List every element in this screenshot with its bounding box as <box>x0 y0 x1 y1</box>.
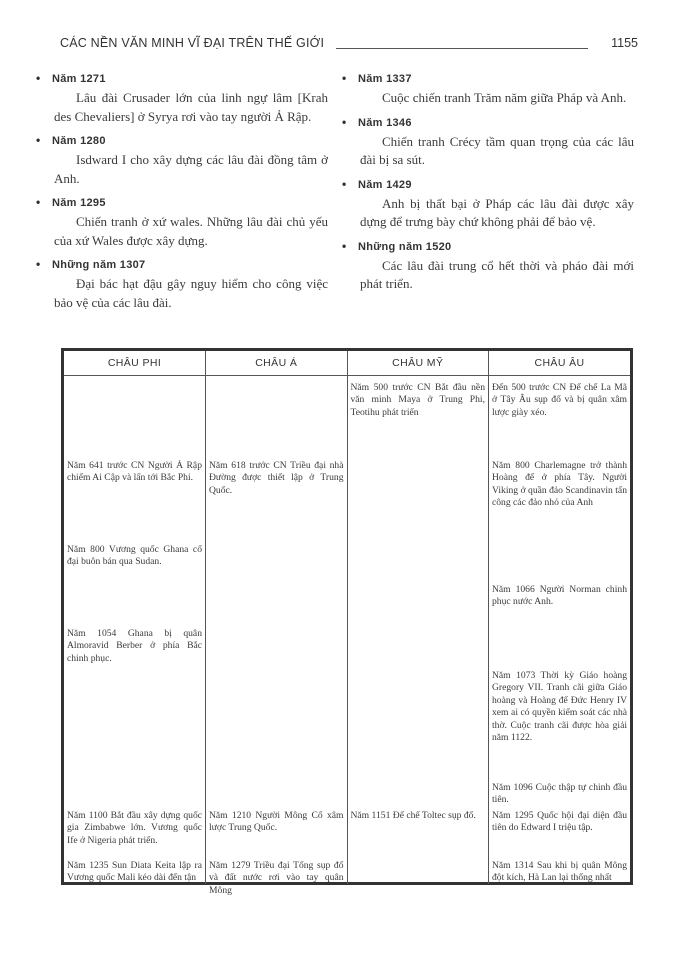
europe-column <box>489 376 631 885</box>
table-body-row <box>64 376 630 885</box>
table-cell: Năm 1295 Quốc hội đại diện đầu tiên do Edward I triệu tập. <box>492 810 627 834</box>
timeline-entry <box>36 132 328 188</box>
table-cell: Năm 1054 Ghana bị quân Almoravid Berber ở phía Bắc chinh phục. <box>67 628 202 664</box>
bullet-icon: • <box>36 133 41 147</box>
table-cell: Năm 500 trước CN Bắt đầu nền văn minh Maya ở Trung Phi, Teotihu phát triển <box>350 382 485 418</box>
page-header <box>60 36 638 54</box>
entry-text: Isdward I cho xây dựng các lâu đài đồng tâm ở Anh. <box>54 152 328 186</box>
entry-year: Năm 1280 <box>52 135 106 147</box>
timeline-entry <box>36 194 328 250</box>
table-cell: Năm 1100 Bắt đầu xây dựng quốc gia Zimbabwe lớn. Vương quốc Ife ở Nigeria phát triển. <box>67 810 202 846</box>
entry-year: Năm 1337 <box>358 73 412 85</box>
entry-text: Chiến tranh ở xứ wales. Những lâu đài chủ yếu của xứ Wales được xây dựng. <box>54 214 328 248</box>
table-cell: Năm 1096 Cuộc thập tự chinh đầu tiên. <box>492 782 627 806</box>
table-cell: Năm 800 Charlemagne trở thành Hoàng đế ở phía Tây. Người Viking ở quần đảo Scandinavin tấn công các đảo nhỏ của Anh <box>492 460 627 509</box>
table-cell: Năm 800 Vương quốc Ghana cổ đại buôn bán qua Sudan. <box>67 544 202 568</box>
america-column <box>347 376 489 885</box>
running-title: CÁC NỀN VĂN MINH VĨ ĐẠI TRÊN THẾ GIỚI <box>60 36 325 50</box>
entry-year: Năm 1429 <box>358 178 412 191</box>
timeline-entry <box>36 256 328 312</box>
header-rule <box>336 48 588 49</box>
bullet-icon: • <box>36 71 41 85</box>
table-cell: Năm 1235 Sun Diata Keita lập ra Vương quốc Mali kéo dài đến tận <box>67 860 202 884</box>
bullet-icon: • <box>342 176 347 191</box>
entry-text: Đại bác hạt đậu gây nguy hiểm cho công việc bảo vệ của các lâu đài. <box>54 276 328 310</box>
asia-column <box>206 376 348 896</box>
header-europe: CHÂU ÂU <box>489 351 631 376</box>
entry-text: Các lâu đài trung cổ hết thời và pháo đài mới phát triển. <box>360 257 634 291</box>
entry-year: Năm 1346 <box>358 116 412 129</box>
table-cell: Năm 1314 Sau khi bị quân Mông đột kích, Hà Lan lại thống nhất <box>492 860 627 884</box>
timeline-entry <box>342 176 634 232</box>
entry-text: Anh bị thất bại ở Pháp các lâu đài được xây dựng để trưng bày chứ không phải để bảo vệ. <box>360 195 634 229</box>
table-cell: Năm 1073 Thời kỳ Giáo hoàng Gregory VII. Tranh cãi giữa Giáo hoàng và Hoàng đế Đức Henry IV xem ai có quyền kiểm soát các nhà thờ. Cuộc tranh cãi được hòa giải năm 1122. <box>492 670 627 744</box>
header-africa: CHÂU PHI <box>64 351 206 376</box>
timeline-entry <box>342 114 634 170</box>
africa-column <box>64 376 206 885</box>
timeline-entry <box>342 70 634 108</box>
timeline-right-column <box>342 70 634 300</box>
entry-text: Cuộc chiến tranh Trăm năm giữa Pháp và Anh. <box>382 90 627 105</box>
bullet-icon: • <box>342 114 347 129</box>
bullet-icon: • <box>36 257 41 271</box>
table-header-row <box>64 351 630 376</box>
bullet-icon: • <box>342 71 347 85</box>
table-cell: Năm 1151 Đế chế Toltec sụp đổ. <box>350 810 476 821</box>
header-asia: CHÂU Á <box>206 351 348 376</box>
table-cell: Năm 1066 Người Norman chinh phục nước Anh. <box>492 584 627 608</box>
page-number: 1155 <box>611 36 638 50</box>
table-cell: Năm 1210 Người Mông Cổ xâm lược Trung Quốc. <box>209 810 344 834</box>
continents-timeline-table <box>61 348 633 896</box>
bullet-icon: • <box>342 238 347 253</box>
table-cell: Năm 618 trước CN Triều đại nhà Đường được thiết lập ở Trung Quốc. <box>209 460 344 496</box>
entry-year: Những năm 1520 <box>358 240 452 253</box>
header-america: CHÂU MỸ <box>347 351 489 376</box>
table-cell: Đến 500 trước CN Đế chế La Mã ở Tây Âu sụp đổ và bị quân xâm lược giày xéo. <box>492 382 627 418</box>
entry-year: Năm 1295 <box>52 197 106 209</box>
timeline-entry <box>36 70 328 126</box>
table-cell: Năm 641 trước CN Người Ả Rập chiếm Ai Cập và lấn tới Bắc Phi. <box>67 460 202 484</box>
table-cell: Năm 1279 Triều đại Tống sụp đổ và đất nước rơi vào tay quân Mông <box>209 860 344 896</box>
bullet-icon: • <box>36 195 41 209</box>
entry-text: Lâu đài Crusader lớn của linh ngự lâm [Krah des Chevaliers] ở Syrya rơi vào tay người Ả Rập. <box>54 90 328 124</box>
entry-text: Chiến tranh Crécy tầm quan trọng của các lâu đài bị sa sút. <box>360 133 634 167</box>
entry-year: Năm 1271 <box>52 73 106 85</box>
timeline-left-column <box>36 70 328 318</box>
timeline-entry <box>342 238 634 294</box>
entry-year: Những năm 1307 <box>52 259 146 271</box>
